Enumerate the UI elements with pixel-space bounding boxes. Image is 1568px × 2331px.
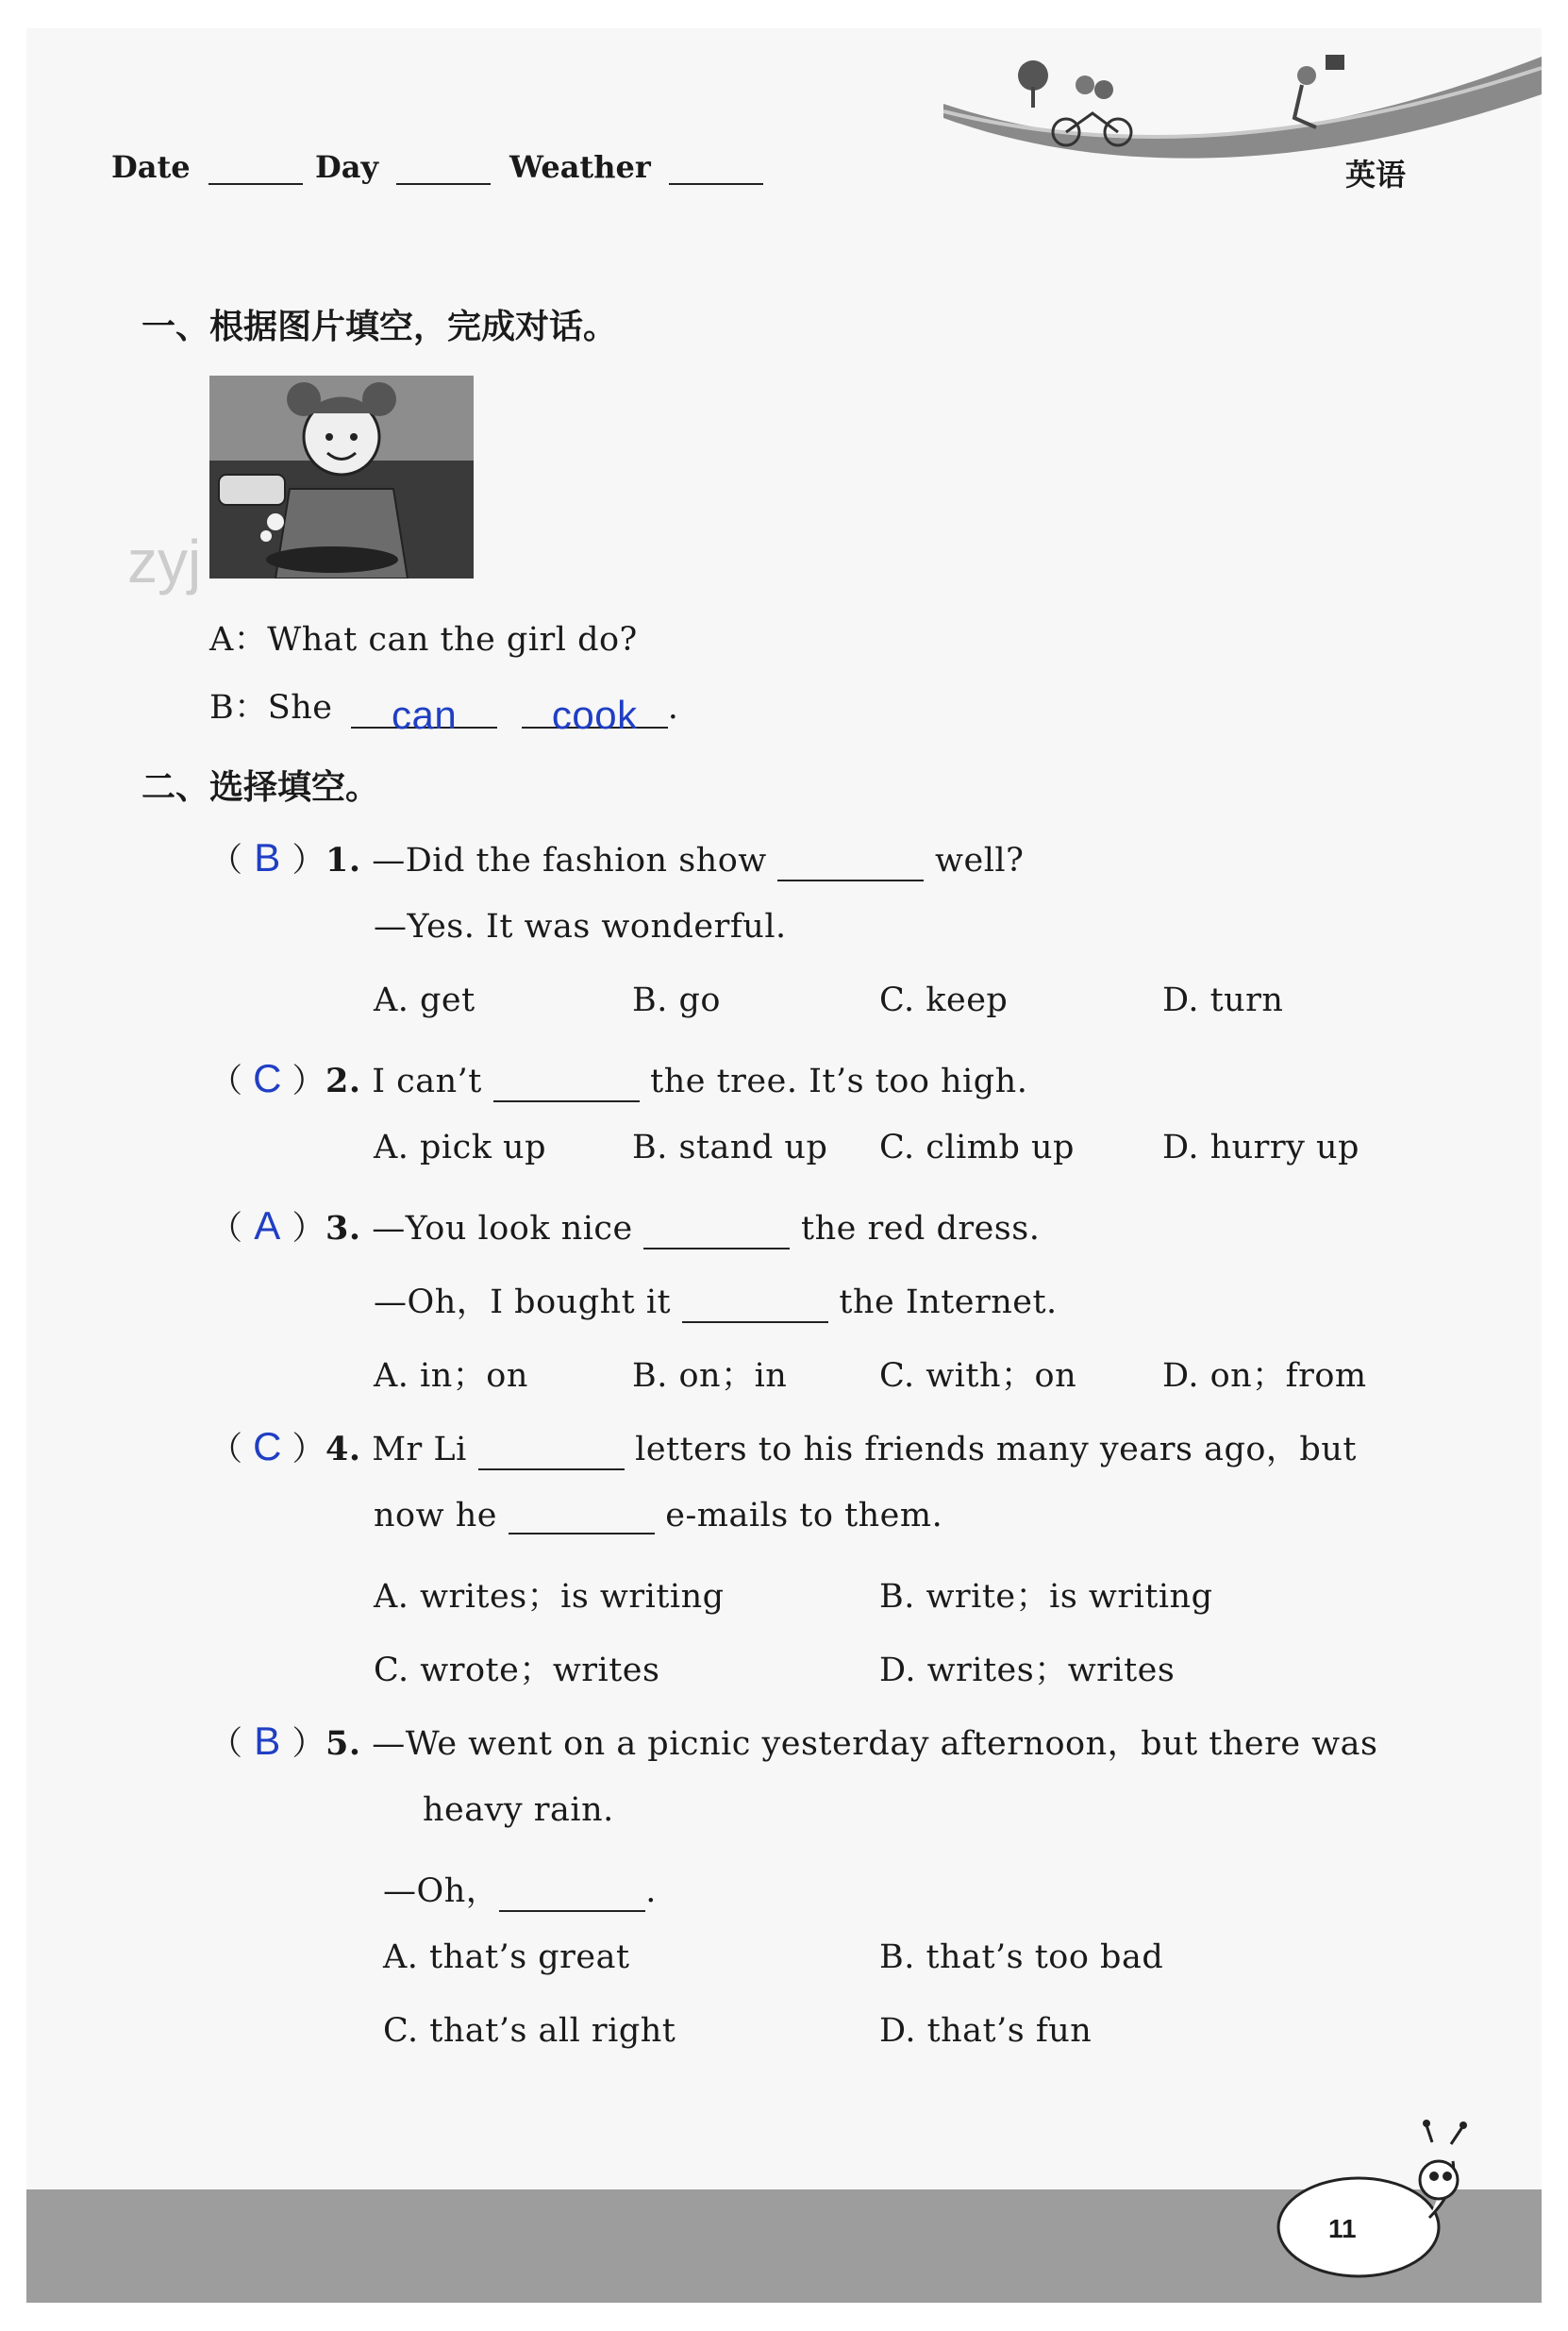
question-text: e-mails to them. [665, 1497, 943, 1534]
option-b[interactable]: B. on；in [632, 1357, 788, 1395]
option-b[interactable]: B. write；is writing [879, 1578, 1213, 1616]
question-4: （ C ）4. Mr Li letters to his friends many years ago，but [209, 1424, 1357, 1468]
question-5-reply [383, 1865, 657, 1912]
question-text: well? [935, 842, 1025, 880]
day-blank[interactable] [396, 155, 491, 185]
header-illustration [943, 38, 1542, 160]
snail-icon [1264, 2114, 1491, 2284]
option-d[interactable]: D. on；from [1162, 1357, 1367, 1395]
fill-blank-1[interactable] [351, 693, 497, 737]
option-c[interactable]: C. keep [879, 981, 1009, 1019]
question-text: now he [374, 1497, 497, 1534]
question-text: . [645, 1872, 657, 1910]
weather-blank[interactable] [669, 155, 763, 185]
question-5: （ B ）5. —We went on a picnic yesterday afternoon，but there was [209, 1719, 1378, 1763]
question-number: 4. [325, 1430, 361, 1468]
option-a[interactable]: A. in；on [374, 1357, 528, 1395]
question-3: （ A ）3. —You look nice the red dress. [209, 1203, 1041, 1248]
weather-field [509, 149, 763, 185]
section1-title: 一、根据图片填空，完成对话。 [142, 308, 618, 346]
question-text: —We went on a picnic yesterday afternoon，but there was [372, 1725, 1378, 1763]
fill-blank-2[interactable] [522, 693, 668, 737]
answer-choice[interactable]: C [253, 1424, 282, 1468]
question-text: —Oh，I bought it [374, 1283, 672, 1321]
question-blank[interactable] [682, 1287, 828, 1323]
option-a[interactable]: A. get [374, 981, 475, 1019]
section2-title: 二、选择填空。 [142, 768, 380, 807]
question-text: the Internet. [839, 1283, 1058, 1321]
page-number: 11 [1328, 2214, 1357, 2243]
question-text: the tree. It’s too high. [650, 1063, 1028, 1100]
dialogue-answer-prefix: B：She [209, 689, 333, 727]
date-blank[interactable] [209, 155, 303, 185]
question-number: 1. [325, 841, 361, 880]
option-d[interactable]: D. that’s fun [879, 2012, 1093, 2050]
question-2: （ C ）2. I can’t the tree. It’s too high. [209, 1056, 1028, 1100]
option-c[interactable]: C. with；on [879, 1357, 1077, 1395]
dialogue-answer [209, 681, 679, 737]
option-b[interactable]: B. go [632, 981, 721, 1019]
option-a[interactable]: A. pick up [374, 1129, 547, 1166]
question-text: —Did the fashion show [372, 842, 767, 880]
dialogue-question: A：What can the girl do? [209, 621, 638, 659]
date-field [111, 149, 303, 185]
option-c[interactable]: C. that’s all right [383, 2012, 676, 2050]
question-5-continued: heavy rain. [423, 1791, 614, 1829]
weather-label: Weather [509, 149, 651, 185]
answer-choice[interactable]: B [254, 835, 281, 880]
question-blank[interactable] [777, 846, 924, 881]
date-label: Date [111, 149, 191, 185]
option-b[interactable]: B. stand up [632, 1129, 828, 1166]
question-text: the red dress. [801, 1210, 1041, 1248]
handwritten-answer: cook [551, 693, 638, 737]
answer-choice[interactable]: A [254, 1203, 281, 1248]
option-c[interactable]: C. wrote；writes [374, 1652, 660, 1689]
day-label: Day [315, 149, 379, 185]
sentence-period: . [667, 689, 679, 727]
option-d[interactable]: D. writes；writes [879, 1652, 1176, 1689]
question-3-reply [374, 1276, 1058, 1323]
question-text: I can’t [372, 1063, 482, 1100]
question-blank[interactable] [499, 1876, 645, 1912]
answer-choice[interactable]: C [253, 1056, 282, 1100]
day-field [315, 149, 491, 185]
question-number: 5. [325, 1724, 361, 1763]
question-4-continued [374, 1497, 942, 1534]
subject-label: 英语 [1344, 157, 1406, 193]
option-d[interactable]: D. hurry up [1162, 1129, 1359, 1166]
question-text: letters to his friends many years ago，but [635, 1431, 1357, 1468]
question-text: —You look nice [372, 1210, 633, 1248]
question-blank[interactable] [643, 1214, 790, 1249]
question-blank[interactable] [493, 1066, 640, 1102]
option-d[interactable]: D. turn [1162, 981, 1284, 1019]
watermark-text: zyj [127, 528, 202, 595]
question-text: —Oh， [383, 1872, 500, 1910]
question-blank[interactable] [509, 1499, 655, 1534]
option-a[interactable]: A. writes；is writing [374, 1578, 725, 1616]
option-c[interactable]: C. climb up [879, 1129, 1075, 1166]
question-1-reply: —Yes. It was wonderful. [374, 908, 787, 946]
question-1: （ B ）1. —Did the fashion show well? [209, 835, 1025, 880]
handwritten-answer: can [391, 693, 458, 737]
question-text: Mr Li [372, 1431, 467, 1468]
question-number: 2. [325, 1062, 361, 1100]
girl-cooking-illustration [209, 376, 474, 579]
option-a[interactable]: A. that’s great [383, 1938, 630, 1976]
answer-choice[interactable]: B [254, 1719, 281, 1763]
question-number: 3. [325, 1209, 361, 1248]
option-b[interactable]: B. that’s too bad [879, 1938, 1164, 1976]
question-blank[interactable] [478, 1434, 625, 1470]
